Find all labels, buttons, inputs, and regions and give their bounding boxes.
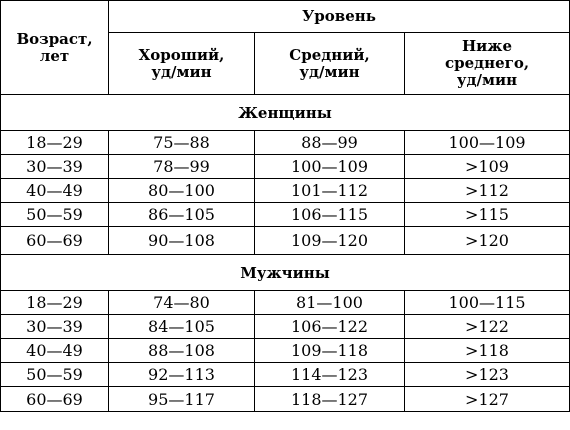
average-cell: 114—123 [255, 363, 405, 387]
age-cell: 50—59 [1, 363, 109, 387]
good-cell: 88—108 [109, 339, 255, 363]
good-cell: 84—105 [109, 315, 255, 339]
below-average-cell: >115 [405, 203, 570, 227]
average-cell: 106—122 [255, 315, 405, 339]
average-header [255, 33, 405, 95]
table-body [1, 95, 570, 412]
below-average-cell: >118 [405, 339, 570, 363]
good-header-text: Хороший, уд/мин [138, 45, 225, 81]
good-cell: 78—99 [109, 155, 255, 179]
average-cell: 109—118 [255, 339, 405, 363]
age-cell: 18—29 [1, 131, 109, 155]
good-cell: 74—80 [109, 291, 255, 315]
table-row [1, 155, 570, 179]
age-header [1, 1, 109, 95]
average-header-text: Средний, уд/мин [289, 45, 370, 81]
below-average-cell: 100—115 [405, 291, 570, 315]
table-row [1, 315, 570, 339]
table-row [1, 291, 570, 315]
age-cell: 30—39 [1, 155, 109, 179]
table-row [1, 363, 570, 387]
section-title: Женщины [1, 95, 570, 131]
section-row-women [1, 95, 570, 131]
below-average-cell: >120 [405, 227, 570, 255]
below-average-cell: 100—109 [405, 131, 570, 155]
age-cell: 18—29 [1, 291, 109, 315]
average-cell: 88—99 [255, 131, 405, 155]
good-header [109, 33, 255, 95]
average-cell: 118—127 [255, 387, 405, 412]
table-row [1, 131, 570, 155]
age-cell: 60—69 [1, 227, 109, 255]
section-title: Мужчины [1, 255, 570, 291]
age-header-line-1: Возраст, лет [16, 29, 93, 65]
age-cell: 30—39 [1, 315, 109, 339]
below-average-header-text: Ниже среднего, уд/мин [444, 37, 530, 89]
table-row [1, 339, 570, 363]
table-header [1, 1, 570, 95]
age-cell: 50—59 [1, 203, 109, 227]
good-cell: 92—113 [109, 363, 255, 387]
average-cell: 101—112 [255, 179, 405, 203]
good-cell: 95—117 [109, 387, 255, 412]
good-cell: 75—88 [109, 131, 255, 155]
section-row-men [1, 255, 570, 291]
table-row [1, 227, 570, 255]
level-header: Уровень [109, 1, 570, 33]
table-row [1, 203, 570, 227]
average-cell: 81—100 [255, 291, 405, 315]
age-cell: 40—49 [1, 339, 109, 363]
below-average-cell: >122 [405, 315, 570, 339]
average-cell: 106—115 [255, 203, 405, 227]
below-average-cell: >109 [405, 155, 570, 179]
good-cell: 90—108 [109, 227, 255, 255]
good-cell: 80—100 [109, 179, 255, 203]
below-average-cell: >123 [405, 363, 570, 387]
age-cell: 60—69 [1, 387, 109, 412]
age-cell: 40—49 [1, 179, 109, 203]
below-average-cell: >127 [405, 387, 570, 412]
average-cell: 109—120 [255, 227, 405, 255]
good-cell: 86—105 [109, 203, 255, 227]
table-row [1, 179, 570, 203]
below-average-cell: >112 [405, 179, 570, 203]
below-average-header [405, 33, 570, 95]
average-cell: 100—109 [255, 155, 405, 179]
table-row [1, 387, 570, 412]
